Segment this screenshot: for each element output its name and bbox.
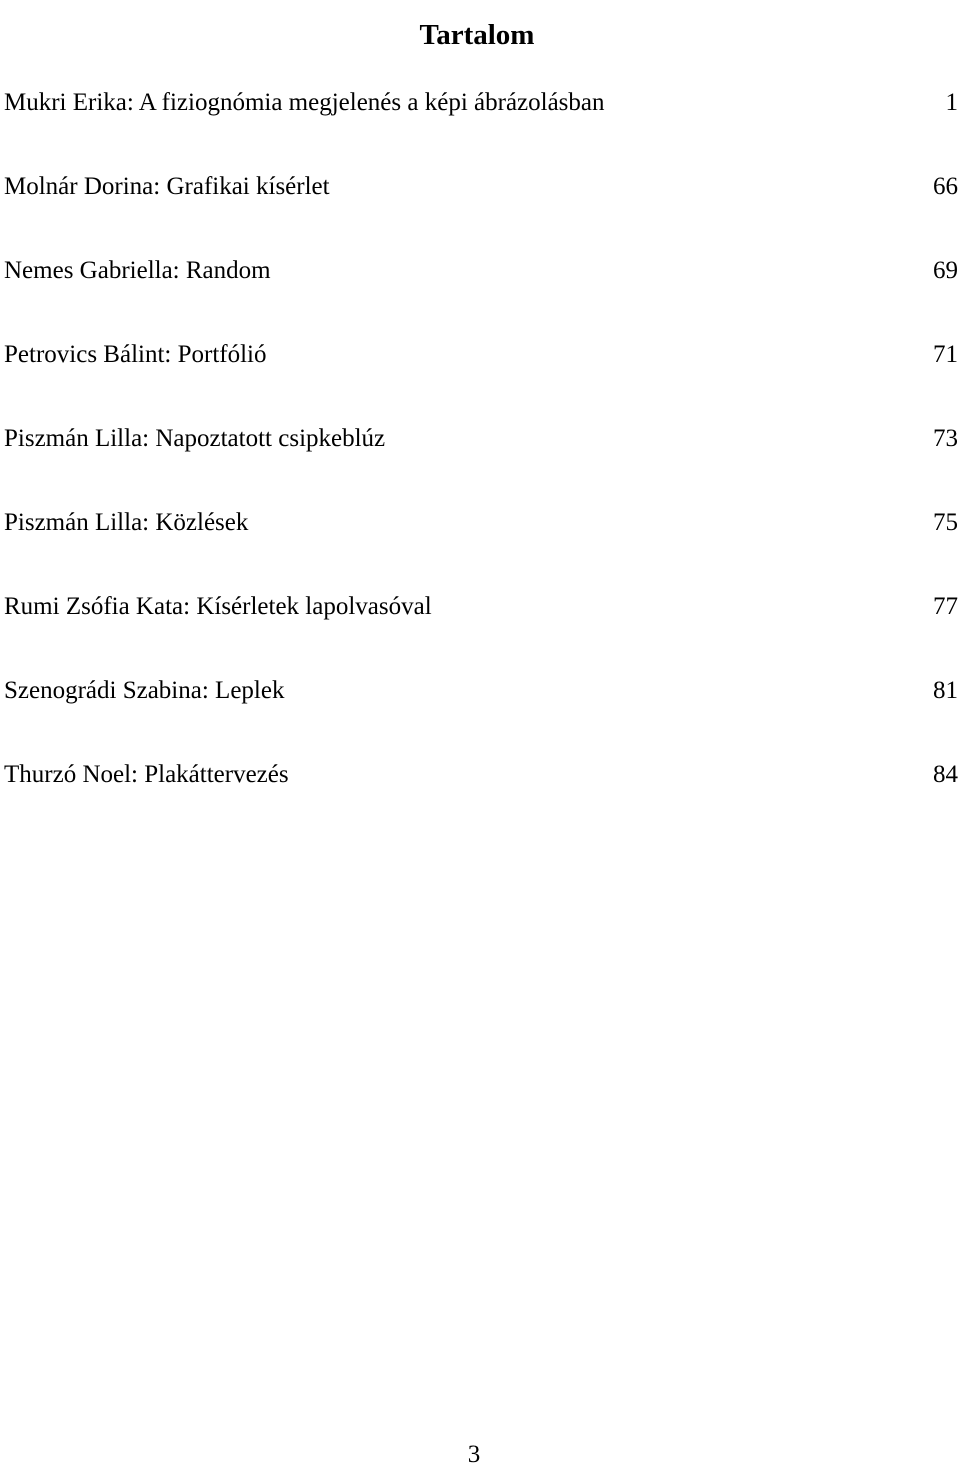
toc-entry-page: 1	[945, 89, 958, 116]
toc-entry-title: Petrovics Bálint: Portfólió	[4, 341, 267, 368]
toc-entry	[4, 507, 958, 591]
toc-entry-page: 81	[933, 677, 958, 704]
page-title: Tartalom	[419, 19, 535, 52]
toc-entry-page: 71	[933, 341, 958, 368]
toc-entry	[4, 591, 958, 675]
toc-entry	[4, 339, 958, 423]
toc-entry-title: Thurzó Noel: Plakáttervezés	[4, 761, 289, 788]
toc-entry-title: Molnár Dorina: Grafikai kísérlet	[4, 173, 330, 200]
toc-entry-title: Nemes Gabriella: Random	[4, 257, 271, 284]
toc-entry-page: 77	[933, 593, 958, 620]
toc-entry-title: Mukri Erika: A fiziognómia megjelenés a képi ábrázolásban	[4, 89, 605, 116]
toc-entry-page: 66	[933, 173, 958, 200]
toc-entry	[4, 759, 958, 843]
page-number: 3	[467, 1441, 481, 1468]
toc-entry	[4, 423, 958, 507]
toc-entry	[4, 675, 958, 759]
toc-entry-title: Piszmán Lilla: Napoztatott csipkeblúz	[4, 425, 386, 452]
toc-entry-title: Piszmán Lilla: Közlések	[4, 509, 249, 536]
table-of-contents	[4, 87, 958, 843]
toc-entry-title: Szenográdi Szabina: Leplek	[4, 677, 285, 704]
toc-entry-page: 73	[933, 425, 958, 452]
toc-entry-page: 84	[933, 761, 958, 788]
toc-entry	[4, 87, 958, 171]
toc-entry-page: 75	[933, 509, 958, 536]
toc-entry-page: 69	[933, 257, 958, 284]
toc-entry	[4, 171, 958, 255]
toc-entry	[4, 255, 958, 339]
toc-entry-title: Rumi Zsófia Kata: Kísérletek lapolvasóval	[4, 593, 432, 620]
